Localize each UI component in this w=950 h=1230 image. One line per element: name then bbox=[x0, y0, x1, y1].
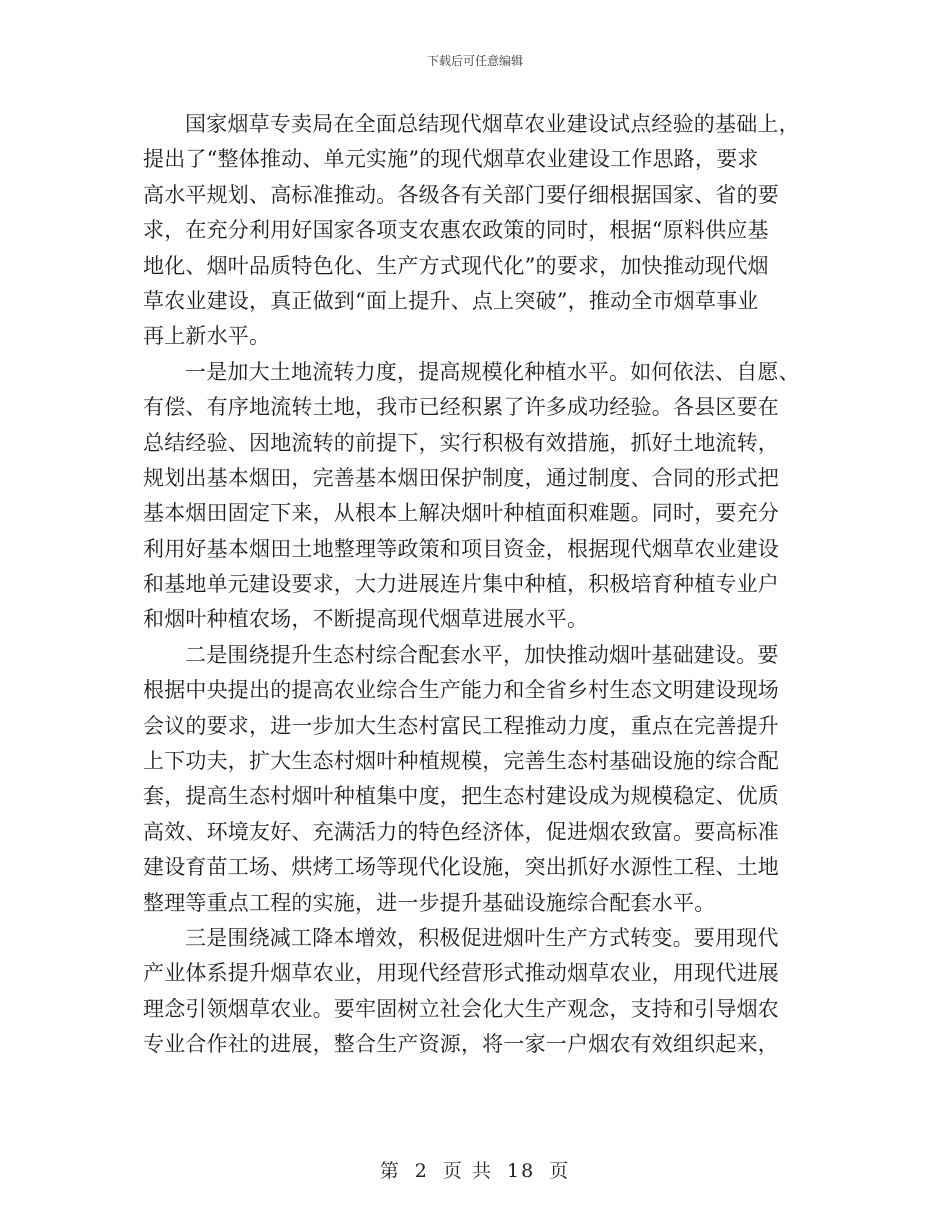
text-line: 上下功夫，扩大生态村烟叶种植规模，完善生态村基础设施的综合配 bbox=[143, 749, 779, 774]
current-page-number: 2 bbox=[414, 1160, 429, 1182]
text-line: 和烟叶种植农场，不断提高现代烟草进展水平。 bbox=[143, 607, 589, 632]
text-line: 有偿、有序地流转土地，我市已经积累了许多成功经验。各县区要在 bbox=[143, 395, 779, 420]
document-body bbox=[143, 107, 808, 1063]
footer-prefix: 第 bbox=[379, 1160, 401, 1182]
text-line: 二是围绕提升生态村综合配套水平，加快推动烟叶基础建设。要 bbox=[185, 642, 779, 667]
paragraph bbox=[143, 107, 808, 355]
text-line: 整理等重点工程的实施，进一步提升基础设施综合配套水平。 bbox=[143, 890, 716, 915]
text-line: 国家烟草专卖局在全面总结现代烟草农业建设试点经验的基础上， bbox=[185, 112, 800, 136]
text-line: 专业合作社的进展，整合生产资源，将一家一户烟农有效组织起来， bbox=[143, 1032, 779, 1057]
text-line: 建设育苗工场、烘烤工场等现代化设施，突出抓好水源性工程、土地 bbox=[143, 855, 779, 880]
text-line: 高效、环境友好、充满活力的特色经济体，促进烟农致富。要高标准 bbox=[143, 819, 779, 844]
text-line: 求，在充分利用好国家各项支农惠农政策的同时，根据“原料供应基 bbox=[143, 218, 769, 243]
total-page-count: 18 bbox=[507, 1160, 536, 1182]
text-line: 三是围绕减工降本增效，积极促进烟叶生产方式转变。要用现代 bbox=[185, 925, 779, 950]
text-line: 产业体系提升烟草农业，用现代经营形式推动烟草农业，用现代进展 bbox=[143, 961, 779, 986]
text-line: 根据中央提出的提高农业综合生产能力和全省乡村生态文明建设现场 bbox=[143, 678, 779, 703]
text-line: 会议的要求，进一步加大生态村富民工程推动力度，重点在完善提升 bbox=[143, 713, 779, 738]
text-line: 地化、烟叶品质特色化、生产方式现代化”的要求，加快推动现代烟 bbox=[143, 253, 769, 278]
text-line: 总结经验、因地流转的前提下，实行积极有效措施，抓好土地流转， bbox=[143, 430, 779, 455]
text-line: 基本烟田固定下来，从根本上解决烟叶种植面积难题。同时，要充分 bbox=[143, 501, 779, 526]
footer-middle: 页 共 bbox=[442, 1160, 493, 1182]
text-line: 理念引领烟草农业。要牢固树立社会化大生产观念，支持和引导烟农 bbox=[143, 996, 779, 1021]
paragraph bbox=[143, 355, 808, 638]
header-note: 下载后可任意编辑 bbox=[426, 54, 523, 68]
page-footer bbox=[0, 1156, 950, 1183]
text-line: 规划出基本烟田，完善基本烟田保护制度，通过制度、合同的形式把 bbox=[143, 465, 779, 490]
text-line: 套，提高生态村烟叶种植集中度，把生态村建设成为规模稳定、优质 bbox=[143, 784, 779, 809]
text-line: 和基地单元建设要求，大力进展连片集中种植，积极培育种植专业户 bbox=[143, 572, 779, 597]
text-line: 提出了“整体推动、单元实施”的现代烟草农业建设工作思路，要求 bbox=[143, 147, 759, 172]
footer-suffix: 页 bbox=[549, 1160, 571, 1182]
text-line: 利用好基本烟田土地整理等政策和项目资金，根据现代烟草农业建设 bbox=[143, 536, 779, 561]
text-line: 高水平规划、高标准推动。各级各有关部门要仔细根据国家、省的要 bbox=[143, 182, 779, 207]
paragraph bbox=[143, 638, 808, 921]
page-header bbox=[0, 52, 950, 69]
text-line: 草农业建设，真正做到“面上提升、点上突破”，推动全市烟草事业 bbox=[143, 288, 759, 313]
paragraph bbox=[143, 921, 808, 1063]
text-line: 一是加大土地流转力度，提高规模化种植水平。如何依法、自愿、 bbox=[185, 359, 800, 384]
text-line: 再上新水平。 bbox=[143, 324, 271, 349]
